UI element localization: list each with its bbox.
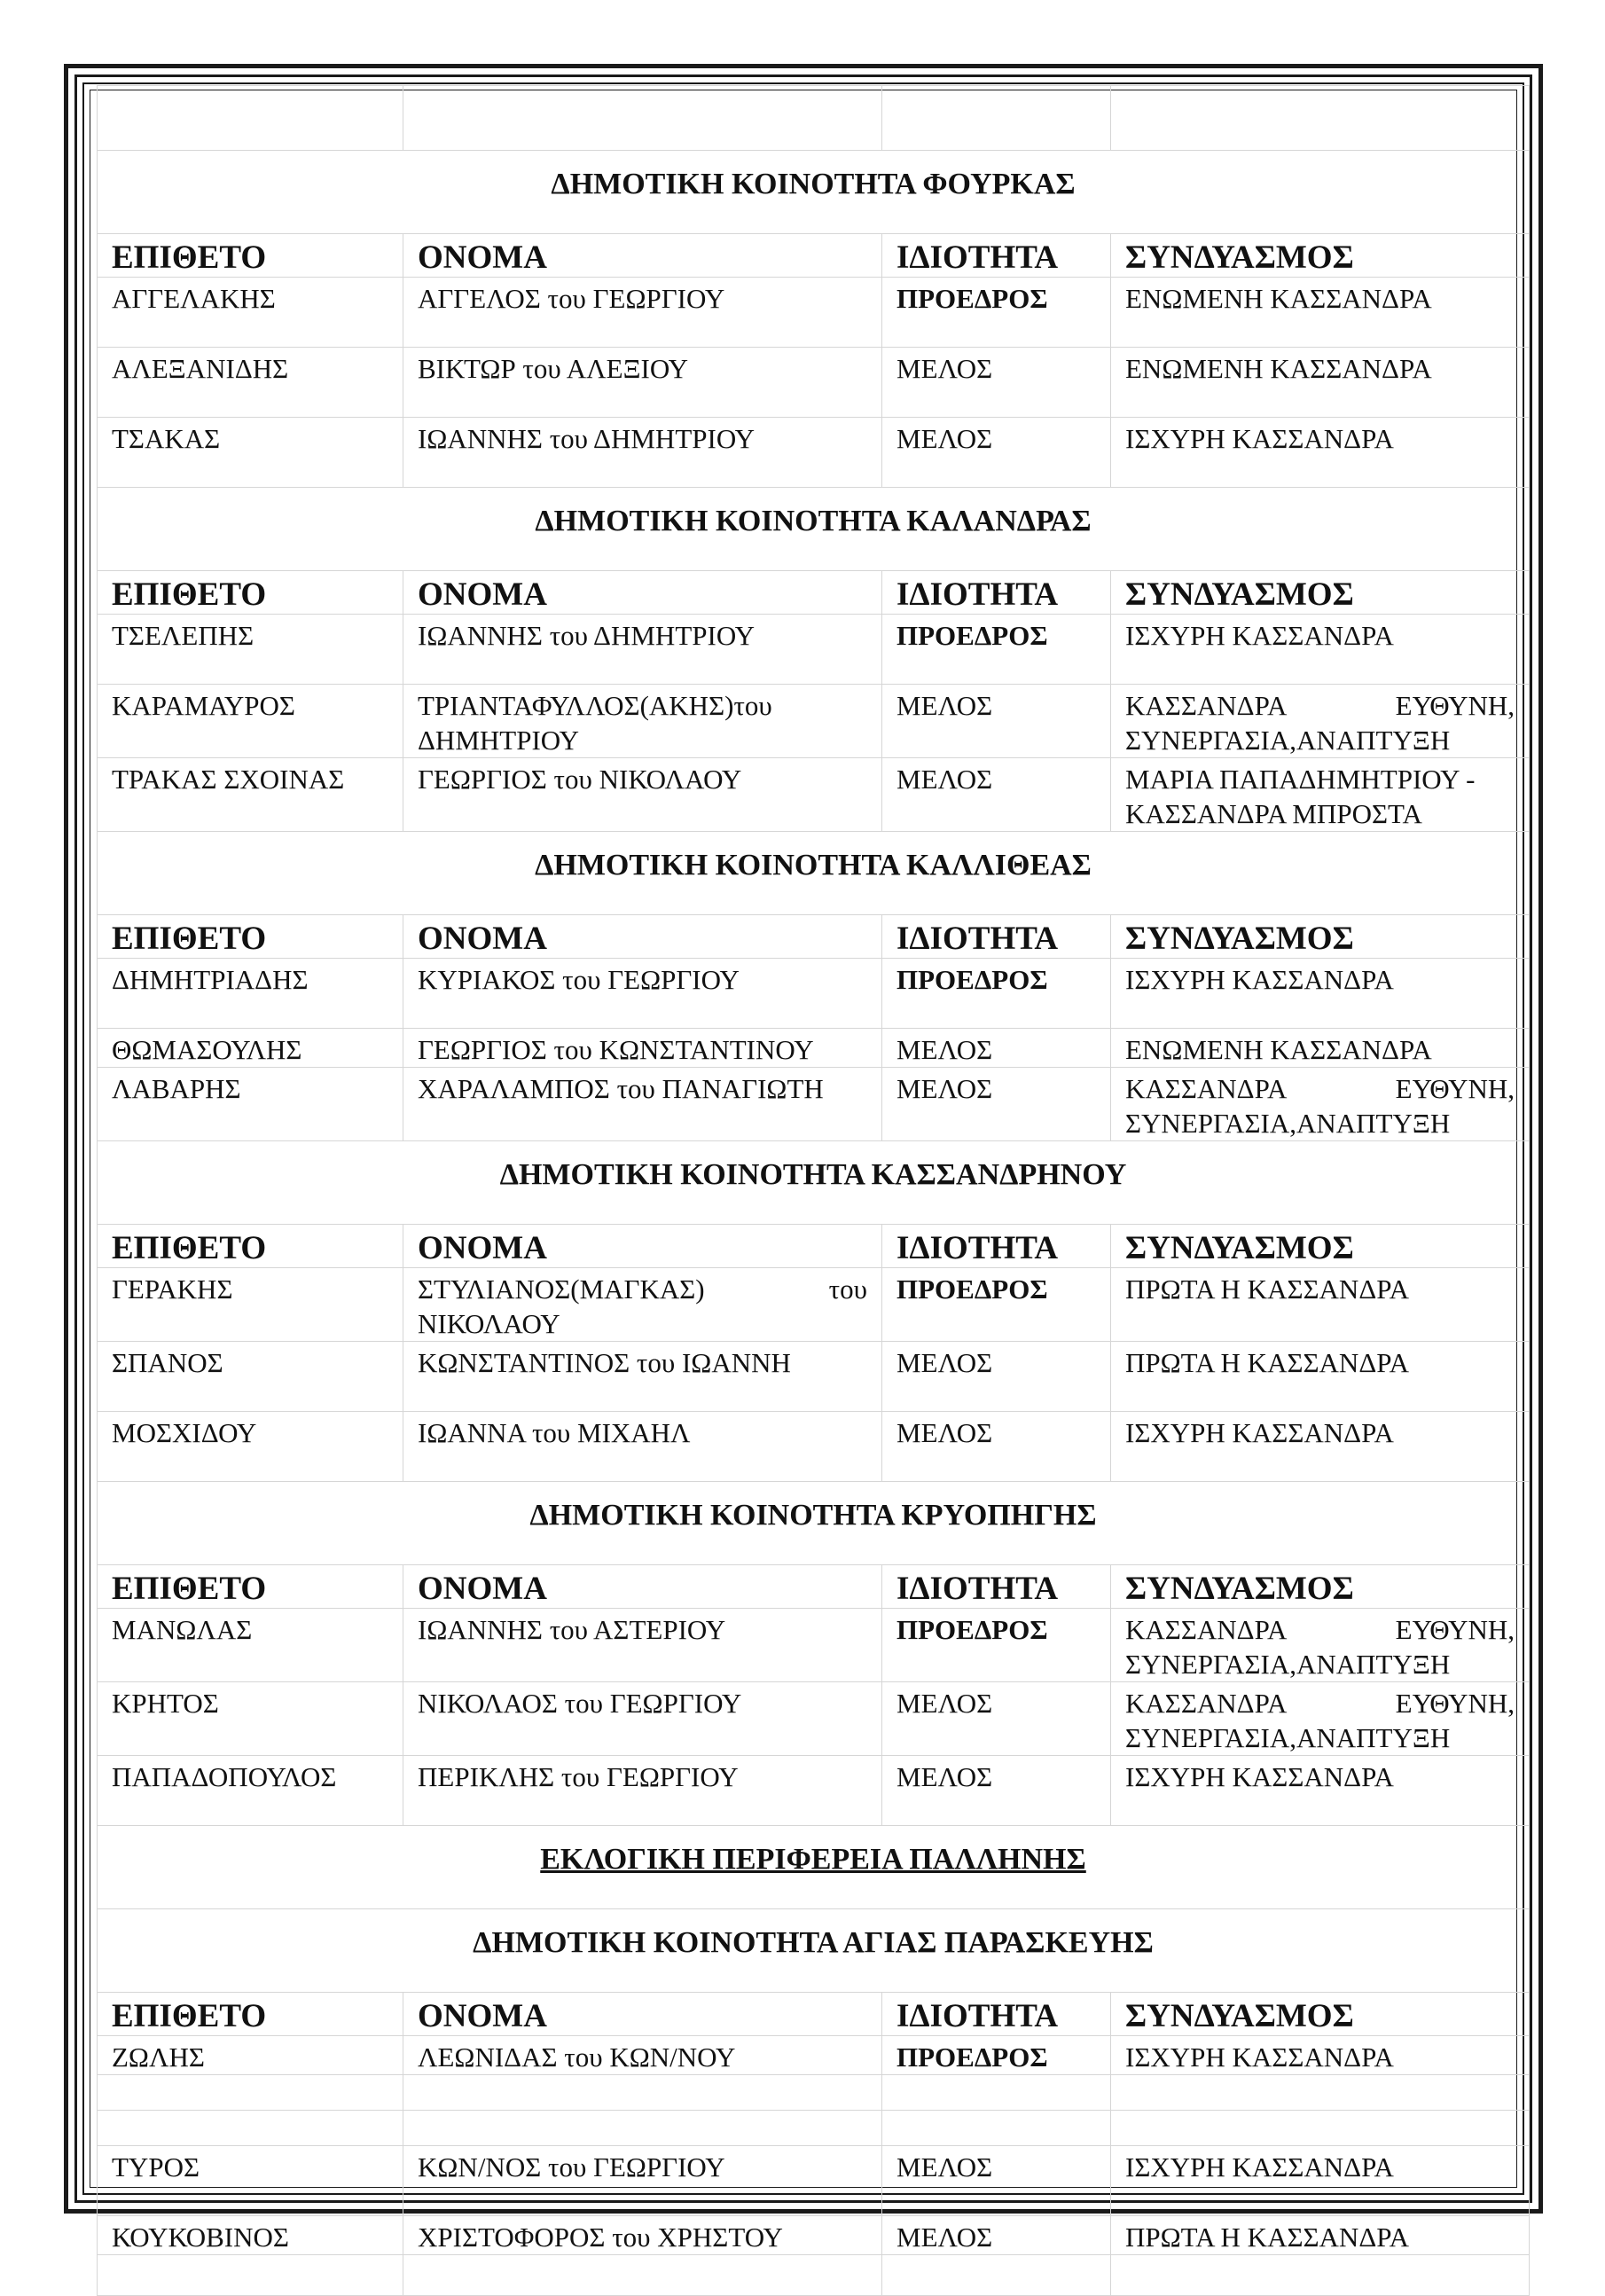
section-title-row <box>98 1141 1530 1225</box>
cell-role: ΜΕΛΟΣ <box>882 1412 1111 1482</box>
table-row <box>98 685 1530 758</box>
cell-surname: ΔΗΜΗΤΡΙΑΔΗΣ <box>98 959 403 1029</box>
party-text: ΚΑΣΣΑΝΔΡΑ ΕΥΘΥΝΗ, ΣΥΝΕΡΓΑΣΙΑ,ΑΝΑΠΤΥΞΗ <box>1125 1688 1515 1753</box>
table-row <box>98 758 1530 832</box>
header-surname: ΕΠΙΘΕΤΟ <box>98 571 403 615</box>
cell-role: ΜΕΛΟΣ <box>882 685 1111 758</box>
cell-role: ΠΡΟΕΔΡΟΣ <box>882 959 1111 1029</box>
cell-name: ΚΩΝ/ΝΟΣ του ΓΕΩΡΓΙΟΥ <box>403 2146 882 2216</box>
cell-party <box>1111 685 1530 758</box>
cell-role: ΜΕΛΟΣ <box>882 1682 1111 1756</box>
region-title-row <box>98 1826 1530 1909</box>
section-title-row <box>98 832 1530 915</box>
table-row <box>98 1682 1530 1756</box>
cell-name: ΠΕΡΙΚΛΗΣ του ΓΕΩΡΓΙΟΥ <box>403 1756 882 1826</box>
cell-role: ΜΕΛΟΣ <box>882 758 1111 832</box>
cell-name: ΓΕΩΡΓΙΟΣ του ΝΙΚΟΛΑΟΥ <box>403 758 882 832</box>
header-row <box>98 1993 1530 2036</box>
cell-surname: ΚΡΗΤΟΣ <box>98 1682 403 1756</box>
cell-role: ΠΡΟΕΔΡΟΣ <box>882 615 1111 685</box>
table-row <box>98 1068 1530 1141</box>
section-title-row <box>98 151 1530 234</box>
cell-name: ΓΕΩΡΓΙΟΣ του ΚΩΝΣΤΑΝΤΙΝΟΥ <box>403 1029 882 1068</box>
section-title-row <box>98 488 1530 571</box>
table-row <box>98 278 1530 348</box>
cell-name <box>403 1268 882 1342</box>
cell-role: ΜΕΛΟΣ <box>882 1029 1111 1068</box>
header-role: ΙΔΙΟΤΗΤΑ <box>882 1225 1111 1268</box>
section-title: ΔΗΜΟΤΙΚΗ ΚΟΙΝΟΤΗΤΑ ΚΑΛΛΙΘΕΑΣ <box>98 832 1530 915</box>
cell-party <box>1111 1068 1530 1141</box>
header-surname: ΕΠΙΘΕΤΟ <box>98 915 403 959</box>
cell-party: ΕΝΩΜΕΝΗ ΚΑΣΣΑΝΔΡΑ <box>1111 348 1530 418</box>
cell-party: ΠΡΩΤΑ Η ΚΑΣΣΑΝΔΡΑ <box>1111 1342 1530 1412</box>
header-party: ΣΥΝΔΥΑΣΜΟΣ <box>1111 571 1530 615</box>
header-surname: ΕΠΙΘΕΤΟ <box>98 1565 403 1609</box>
header-role: ΙΔΙΟΤΗΤΑ <box>882 1565 1111 1609</box>
cell-role: ΜΕΛΟΣ <box>882 348 1111 418</box>
header-party: ΣΥΝΔΥΑΣΜΟΣ <box>1111 915 1530 959</box>
table-row <box>98 1756 1530 1826</box>
header-role: ΙΔΙΟΤΗΤΑ <box>882 915 1111 959</box>
section-title: ΔΗΜΟΤΙΚΗ ΚΟΙΝΟΤΗΤΑ ΚΑΣΣΑΝΔΡΗΝΟΥ <box>98 1141 1530 1225</box>
header-party: ΣΥΝΔΥΑΣΜΟΣ <box>1111 234 1530 278</box>
blank-row <box>98 2075 1530 2111</box>
section-title: ΔΗΜΟΤΙΚΗ ΚΟΙΝΟΤΗΤΑ ΦΟΥΡΚΑΣ <box>98 151 1530 234</box>
header-role: ΙΔΙΟΤΗΤΑ <box>882 234 1111 278</box>
cell-party: ΙΣΧΥΡΗ ΚΑΣΣΑΝΔΡΑ <box>1111 1756 1530 1826</box>
cell-party: ΕΝΩΜΕΝΗ ΚΑΣΣΑΝΔΡΑ <box>1111 278 1530 348</box>
cell-name: ΛΕΩΝΙΔΑΣ του ΚΩΝ/ΝΟΥ <box>403 2036 882 2075</box>
blank-row <box>98 86 1530 151</box>
cell-name: ΒΙΚΤΩΡ του ΑΛΕΞΙΟΥ <box>403 348 882 418</box>
cell-party: ΙΣΧΥΡΗ ΚΑΣΣΑΝΔΡΑ <box>1111 1412 1530 1482</box>
cell-surname: ΠΑΠΑΔΟΠΟΥΛΟΣ <box>98 1756 403 1826</box>
cell-surname: ΚΑΡΑΜΑΥΡΟΣ <box>98 685 403 758</box>
cell-surname: ΑΓΓΕΛΑΚΗΣ <box>98 278 403 348</box>
cell-name: ΑΓΓΕΛΟΣ του ΓΕΩΡΓΙΟΥ <box>403 278 882 348</box>
cell-name: ΙΩΑΝΝΗΣ του ΔΗΜΗΤΡΙΟΥ <box>403 418 882 488</box>
header-party: ΣΥΝΔΥΑΣΜΟΣ <box>1111 1565 1530 1609</box>
cell-party: ΕΝΩΜΕΝΗ ΚΑΣΣΑΝΔΡΑ <box>1111 1029 1530 1068</box>
cell-party: ΜΑΡΙΑ ΠΑΠΑΔΗΜΗΤΡΙΟΥ - ΚΑΣΣΑΝΔΡΑ ΜΠΡΟΣΤΑ <box>1111 758 1530 832</box>
header-name: ΟΝΟΜΑ <box>403 915 882 959</box>
header-name: ΟΝΟΜΑ <box>403 1225 882 1268</box>
header-row <box>98 571 1530 615</box>
cell-name: ΙΩΑΝΝΑ του ΜΙΧΑΗΛ <box>403 1412 882 1482</box>
cell-role: ΜΕΛΟΣ <box>882 1342 1111 1412</box>
cell-role: ΠΡΟΕΔΡΟΣ <box>882 278 1111 348</box>
cell-role: ΜΕΛΟΣ <box>882 2216 1111 2255</box>
header-party: ΣΥΝΔΥΑΣΜΟΣ <box>1111 1993 1530 2036</box>
cell-role: ΠΡΟΕΔΡΟΣ <box>882 2036 1111 2075</box>
name-text: ΣΤΥΛΙΑΝΟΣ(ΜΑΓΚΑΣ) του ΝΙΚΟΛΑΟΥ <box>418 1273 867 1339</box>
header-row <box>98 915 1530 959</box>
cell-surname: ΚΟΥΚΟΒΙΝΟΣ <box>98 2216 403 2255</box>
header-name: ΟΝΟΜΑ <box>403 1565 882 1609</box>
cell-surname: ΖΩΛΗΣ <box>98 2036 403 2075</box>
header-surname: ΕΠΙΘΕΤΟ <box>98 1225 403 1268</box>
cell-role: ΜΕΛΟΣ <box>882 418 1111 488</box>
cell-party <box>1111 1682 1530 1756</box>
header-name: ΟΝΟΜΑ <box>403 1993 882 2036</box>
header-row <box>98 1225 1530 1268</box>
cell-surname: ΜΑΝΩΛΑΣ <box>98 1609 403 1682</box>
cell-party <box>1111 1609 1530 1682</box>
cell-surname: ΤΥΡΟΣ <box>98 2146 403 2216</box>
table-row <box>98 1342 1530 1412</box>
region-title-text: ΕΚΛΟΓΙΚΗ ΠΕΡΙΦΕΡΕΙΑ ΠΑΛΛΗΝΗΣ <box>540 1843 1086 1876</box>
cell-party: ΙΣΧΥΡΗ ΚΑΣΣΑΝΔΡΑ <box>1111 2146 1530 2216</box>
table-row <box>98 2216 1530 2255</box>
header-role: ΙΔΙΟΤΗΤΑ <box>882 1993 1111 2036</box>
cell-surname: ΓΕΡΑΚΗΣ <box>98 1268 403 1342</box>
cell-role: ΜΕΛΟΣ <box>882 1756 1111 1826</box>
table-row <box>98 348 1530 418</box>
section-title-row <box>98 1909 1530 1993</box>
table-row <box>98 2036 1530 2075</box>
party-text: ΚΑΣΣΑΝΔΡΑ ΕΥΘΥΝΗ, ΣΥΝΕΡΓΑΣΙΑ,ΑΝΑΠΤΥΞΗ <box>1125 690 1515 756</box>
section-title-row <box>98 1482 1530 1565</box>
header-surname: ΕΠΙΘΕΤΟ <box>98 1993 403 2036</box>
cell-party: ΙΣΧΥΡΗ ΚΑΣΣΑΝΔΡΑ <box>1111 418 1530 488</box>
table-row <box>98 959 1530 1029</box>
cell-party: ΠΡΩΤΑ Η ΚΑΣΣΑΝΔΡΑ <box>1111 1268 1530 1342</box>
header-row <box>98 1565 1530 1609</box>
cell-name: ΙΩΑΝΝΗΣ του ΑΣΤΕΡΙΟΥ <box>403 1609 882 1682</box>
table-row <box>98 2146 1530 2216</box>
table-row <box>98 615 1530 685</box>
header-name: ΟΝΟΜΑ <box>403 234 882 278</box>
party-text: ΚΑΣΣΑΝΔΡΑ ΕΥΘΥΝΗ, ΣΥΝΕΡΓΑΣΙΑ,ΑΝΑΠΤΥΞΗ <box>1125 1073 1515 1139</box>
cell-name: ΝΙΚΟΛΑΟΣ του ΓΕΩΡΓΙΟΥ <box>403 1682 882 1756</box>
table-row <box>98 1609 1530 1682</box>
cell-surname: ΘΩΜΑΣΟΥΛΗΣ <box>98 1029 403 1068</box>
section-title: ΔΗΜΟΤΙΚΗ ΚΟΙΝΟΤΗΤΑ ΚΑΛΑΝΔΡΑΣ <box>98 488 1530 571</box>
cell-name: ΧΡΙΣΤΟΦΟΡΟΣ του ΧΡΗΣΤΟΥ <box>403 2216 882 2255</box>
cell-name: ΙΩΑΝΝΗΣ του ΔΗΜΗΤΡΙΟΥ <box>403 615 882 685</box>
cell-name: ΚΥΡΙΑΚΟΣ του ΓΕΩΡΓΙΟΥ <box>403 959 882 1029</box>
section-title: ΔΗΜΟΤΙΚΗ ΚΟΙΝΟΤΗΤΑ ΚΡΥΟΠΗΓΗΣ <box>98 1482 1530 1565</box>
header-row <box>98 234 1530 278</box>
cell-surname: ΣΠΑΝΟΣ <box>98 1342 403 1412</box>
cell-party: ΙΣΧΥΡΗ ΚΑΣΣΑΝΔΡΑ <box>1111 2036 1530 2075</box>
cell-party: ΠΡΩΤΑ Η ΚΑΣΣΑΝΔΡΑ <box>1111 2216 1530 2255</box>
cell-name: ΤΡΙΑΝΤΑΦΥΛΛΟΣ(ΑΚΗΣ)του ΔΗΜΗΤΡΙΟΥ <box>403 685 882 758</box>
party-text: ΚΑΣΣΑΝΔΡΑ ΕΥΘΥΝΗ, ΣΥΝΕΡΓΑΣΙΑ,ΑΝΑΠΤΥΞΗ <box>1125 1614 1515 1680</box>
cell-name: ΧΑΡΑΛΑΜΠΟΣ του ΠΑΝΑΓΙΩΤΗ <box>403 1068 882 1141</box>
table-row <box>98 1412 1530 1482</box>
header-role: ΙΔΙΟΤΗΤΑ <box>882 571 1111 615</box>
cell-party: ΙΣΧΥΡΗ ΚΑΣΣΑΝΔΡΑ <box>1111 615 1530 685</box>
header-surname: ΕΠΙΘΕΤΟ <box>98 234 403 278</box>
table-row <box>98 1268 1530 1342</box>
blank-row <box>98 2255 1530 2296</box>
table-row <box>98 418 1530 488</box>
cell-role: ΜΕΛΟΣ <box>882 1068 1111 1141</box>
cell-role: ΠΡΟΕΔΡΟΣ <box>882 1268 1111 1342</box>
table-row <box>98 1029 1530 1068</box>
cell-surname: ΑΛΕΞΑΝΙΔΗΣ <box>98 348 403 418</box>
cell-surname: ΜΟΣΧΙΔΟΥ <box>98 1412 403 1482</box>
header-name: ΟΝΟΜΑ <box>403 571 882 615</box>
header-party: ΣΥΝΔΥΑΣΜΟΣ <box>1111 1225 1530 1268</box>
cell-role: ΠΡΟΕΔΡΟΣ <box>882 1609 1111 1682</box>
blank-row <box>98 2111 1530 2146</box>
cell-surname: ΤΡΑΚΑΣ ΣΧΟΙΝΑΣ <box>98 758 403 832</box>
section-title: ΔΗΜΟΤΙΚΗ ΚΟΙΝΟΤΗΤΑ ΑΓΙΑΣ ΠΑΡΑΣΚΕΥΗΣ <box>98 1909 1530 1993</box>
region-title <box>98 1826 1530 1909</box>
cell-surname: ΛΑΒΑΡΗΣ <box>98 1068 403 1141</box>
cell-surname: ΤΣΑΚΑΣ <box>98 418 403 488</box>
cell-party: ΙΣΧΥΡΗ ΚΑΣΣΑΝΔΡΑ <box>1111 959 1530 1029</box>
cell-name: ΚΩΝΣΤΑΝΤΙΝΟΣ του ΙΩΑΝΝΗ <box>403 1342 882 1412</box>
cell-role: ΜΕΛΟΣ <box>882 2146 1111 2216</box>
council-members-table <box>97 85 1530 2296</box>
cell-surname: ΤΣΕΛΕΠΗΣ <box>98 615 403 685</box>
